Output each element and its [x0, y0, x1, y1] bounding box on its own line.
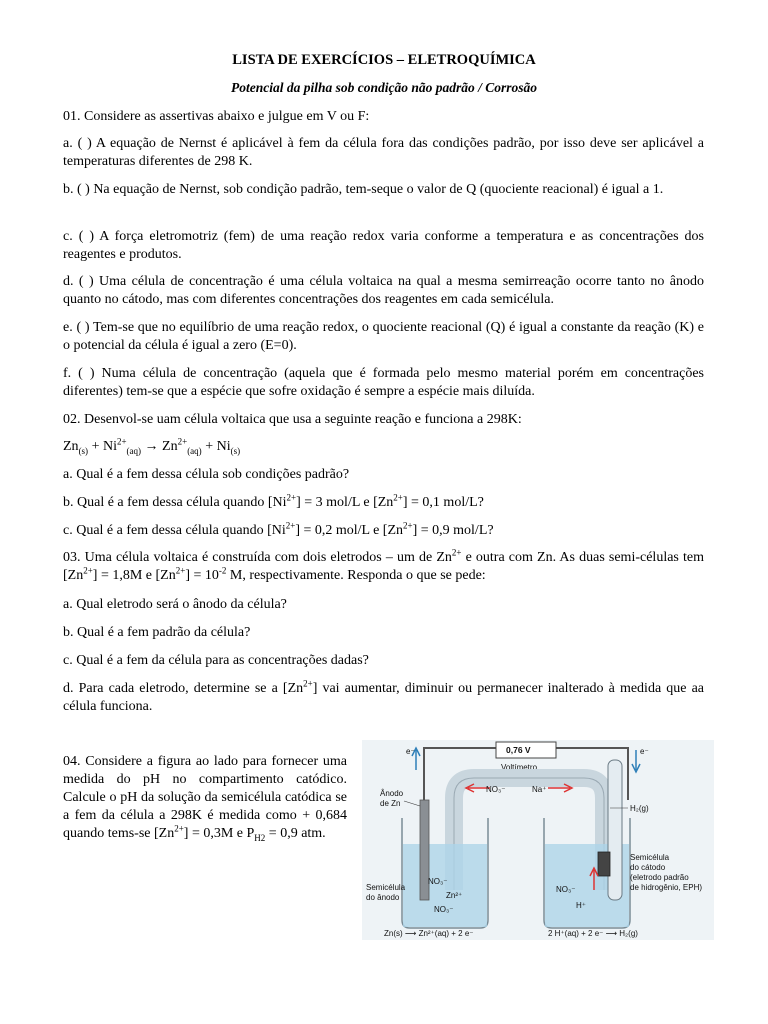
right-hydrogen-ion: H⁺ [576, 901, 586, 910]
left-nitrate-2: NO₃⁻ [434, 905, 454, 914]
q03-item-d: d. Para cada eletrodo, determine se a $[Zn^{2+}]$ vai aumentar, diminuir ou permanecer inalterado à medida que aa célula funciona. [63, 678, 704, 714]
q01-item-a: a. ( ) A equação de Nernst é aplicável à fem da célula fora das condições padrão, por isso deve ser aplicável a temperaturas diferentes de 298 K. [63, 136, 704, 169]
voltaic-cell-figure [362, 740, 714, 940]
voltmeter-label: Voltímetro [501, 763, 538, 772]
electron-label-right: e⁻ [640, 747, 649, 756]
anode-label-line2: de Zn [380, 799, 401, 808]
anode-equation: Zn(s) ⟶ Zn²⁺(aq) + 2 e⁻ [384, 929, 474, 938]
left-nitrate-1: NO₃⁻ [428, 877, 448, 886]
cathode-half-cell-line1: Semicélula [630, 853, 670, 862]
q02-intro: 02. Desenvol-se uam célula voltaica que usa a seguinte reação e funciona a 298K: [63, 412, 522, 427]
page-title: LISTA DE EXERCÍCIOS – ELETROQUÍMICA [232, 52, 536, 68]
left-zinc-ion: Zn²⁺ [446, 891, 463, 900]
hydrogen-electrode-tube [608, 760, 622, 900]
cathode-equation: 2 H⁺(aq) + 2 e⁻ ⟶ H₂(g) [548, 929, 638, 938]
bridge-nitrate-label: NO₃⁻ [486, 785, 506, 794]
anode-half-cell-line2: do ânodo [366, 893, 400, 902]
anode-half-cell-line1: Semicélula [366, 883, 406, 892]
cathode-half-cell-line2: do cátodo [630, 863, 666, 872]
electron-label-left: e⁻ [406, 747, 415, 756]
q02-item-b: b. Qual é a fem dessa célula quando $[Ni^{2+}] = 3$ mol/L e $[Zn^{2+}] = 0,1$ mol/L? [63, 492, 484, 510]
cathode-half-cell-line4: de hidrogênio, EPH) [630, 883, 703, 892]
q01-item-c: c. ( ) A força eletromotriz (fem) de uma reação redox varia conforme a temperatura e as concentrações dos reagentes e produtos. [63, 229, 704, 262]
q01-intro: 01. Considere as assertivas abaixo e julgue em V ou F: [63, 109, 370, 124]
q01-item-b: b. ( ) Na equação de Nernst, sob condição padrão, tem-seque o valor de Q (quociente reacional) é igual a 1. [63, 182, 664, 197]
q03-item-a: a. Qual eletrodo será o ânodo da célula? [63, 597, 287, 612]
q04-text: 04. Considere a figura ao lado para fornecer uma medida do pH no compartimento catódico. Calcule o pH da solução da semicélula catódica se a fem da célula a 298K é medida como + 0,684 quando tems-se $[Zn^{2+}] = 0,3M$ e $P_{H2} = 0,9$ atm. [63, 754, 347, 843]
q02-item-c: c. Qual é a fem dessa célula quando $[Ni^{2+}] = 0,2$ mol/L e $[Zn^{2+}] = 0,9$ mol/L? [63, 520, 494, 538]
bridge-sodium-label: Na⁺ [532, 785, 547, 794]
cathode-half-cell-line3: (eletrodo padrão [630, 873, 689, 882]
voltmeter-value: 0,76 V [506, 745, 531, 755]
q03-intro: 03. Uma célula voltaica é construída com dois eletrodos – um de $Zn^{2+}$ e outra com Zn. As duas semi-células tem $[Zn^{2+}] = 1,8M$ e $[Zn^{2+}] = 10^{-2}$ M, respectivamente. Responda o que se pede: [63, 547, 704, 583]
q02-reaction: $Zn_{(s)} + Ni^{2+}_{(aq)} \to Zn^{2+}_{(aq)} + Ni_{(s)}$ [63, 436, 241, 456]
platinum-electrode [598, 852, 610, 876]
q03-item-b: b. Qual é a fem padrão da célula? [63, 625, 251, 640]
q01-item-d: d. ( ) Uma célula de concentração é uma célula voltaica na qual a mesma semirreação ocorre tanto no ânodo quanto no cátodo, mas com diferentes concentrações dos reagentes em cada semicélula. [63, 274, 704, 307]
q01-item-f: f. ( ) Numa célula de concentração (aquela que é formada pelo mesmo material porém em concentrações diferentes) tem-se que a espécie que sofre oxidação é sempre a espécie mais diluída. [63, 366, 704, 399]
q02-item-a: a. Qual é a fem dessa célula sob condições padrão? [63, 467, 350, 482]
page-subtitle: Potencial da pilha sob condição não padrão / Corrosão [230, 80, 538, 95]
anode-label-line1: Ânodo [380, 789, 404, 798]
reaction-arrow-icon: → [144, 439, 159, 454]
q01-item-e: e. ( ) Tem-se que no equilíbrio de uma reação redox, o quociente reacional (Q) é igual a constante da reação (K) e o potencial da célula é igual a zero (E=0). [63, 320, 704, 353]
hydrogen-gas-label: H₂(g) [630, 804, 649, 813]
right-nitrate: NO₃⁻ [556, 885, 576, 894]
q03-item-c: c. Qual é a fem da célula para as concentrações dadas? [63, 653, 369, 668]
